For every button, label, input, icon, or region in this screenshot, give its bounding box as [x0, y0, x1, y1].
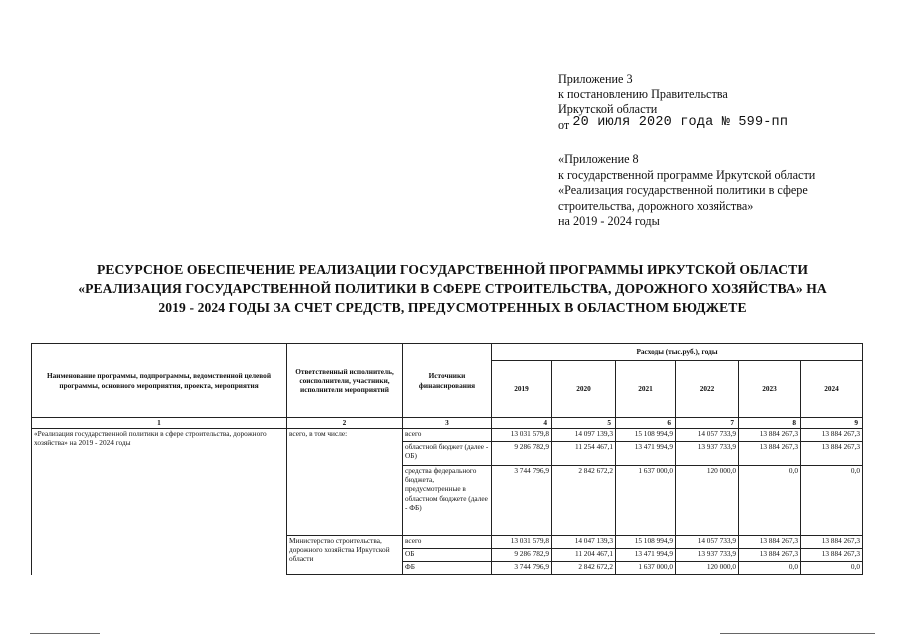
- header-year: 2022: [676, 361, 739, 418]
- column-index-row: [32, 418, 863, 429]
- value-cell: 13 884 267,3: [801, 536, 863, 549]
- value-cell: 0,0: [801, 466, 863, 536]
- column-index: 8: [739, 418, 801, 429]
- executor-cell: Министерство строительства, дорожного хозяйства Иркутской области: [287, 536, 403, 575]
- annex-8-line-3: «Реализация государственной политики в сфере: [558, 183, 808, 198]
- header-year: 2020: [552, 361, 616, 418]
- value-cell: 15 108 994,9: [616, 536, 676, 549]
- header-year: 2023: [739, 361, 801, 418]
- source-cell: ОБ: [403, 549, 492, 562]
- title-line-2: «РЕАЛИЗАЦИЯ ГОСУДАРСТВЕННОЙ ПОЛИТИКИ В СФЕРЕ СТРОИТЕЛЬСТВА, ДОРОЖНОГО ХОЗЯЙСТВА» НА: [78, 281, 827, 296]
- value-cell: 14 057 733,9: [676, 536, 739, 549]
- title-line-3: 2019 - 2024 ГОДЫ ЗА СЧЕТ СРЕДСТВ, ПРЕДУСМОТРЕННЫХ В ОБЛАСТНОМ БЮДЖЕТЕ: [158, 300, 747, 315]
- value-cell: 14 057 733,9: [676, 429, 739, 442]
- scan-edge-dash: [720, 633, 875, 634]
- value-cell: 120 000,0: [676, 562, 739, 575]
- value-cell: 1 637 000,0: [616, 562, 676, 575]
- header-year: 2024: [801, 361, 863, 418]
- column-index: 5: [552, 418, 616, 429]
- value-cell: 3 744 796,9: [492, 562, 552, 575]
- value-cell: 13 884 267,3: [801, 442, 863, 466]
- value-cell: 9 286 782,9: [492, 442, 552, 466]
- value-cell: 13 884 267,3: [739, 536, 801, 549]
- column-index: 3: [403, 418, 492, 429]
- source-cell: средства федерального бюджета, предусмотренные в областном бюджете (далее - ФБ): [403, 466, 492, 536]
- value-cell: 14 047 139,3: [552, 536, 616, 549]
- value-cell: 14 097 139,3: [552, 429, 616, 442]
- value-cell: 3 744 796,9: [492, 466, 552, 536]
- column-index: 9: [801, 418, 863, 429]
- scan-edge-dash: [30, 633, 100, 634]
- value-cell: 0,0: [801, 562, 863, 575]
- value-cell: 13 884 267,3: [739, 549, 801, 562]
- resource-table: [31, 343, 863, 575]
- program-name-cell: «Реализация государственной политики в сфере строительства, дорожного хозяйства» на 2019 - 2024 годы: [32, 429, 287, 575]
- value-cell: 2 842 672,2: [552, 466, 616, 536]
- column-index: 6: [616, 418, 676, 429]
- header-year: 2021: [616, 361, 676, 418]
- header-expenses: Расходы (тыс.руб.), годы: [492, 344, 863, 361]
- table-row: [32, 429, 863, 442]
- value-cell: 13 937 733,9: [676, 549, 739, 562]
- header-name: Наименование программы, подпрограммы, ведомственной целевой программы, основного мероприятия, проекта, мероприятия: [32, 344, 287, 418]
- source-cell: всего: [403, 536, 492, 549]
- annex-3-line-3: Иркутской области: [558, 102, 658, 117]
- column-index: 7: [676, 418, 739, 429]
- value-cell: 9 286 782,9: [492, 549, 552, 562]
- value-cell: 1 637 000,0: [616, 466, 676, 536]
- annex-8-line-5: на 2019 - 2024 годы: [558, 214, 660, 229]
- header-executor: Ответственный исполнитель, соисполнители, участники, исполнители мероприятий: [287, 344, 403, 418]
- annex-3-line-2: к постановлению Правительства: [558, 87, 728, 102]
- executor-cell: всего, в том числе:: [287, 429, 403, 536]
- source-cell: ФБ: [403, 562, 492, 575]
- document-title: [30, 260, 875, 317]
- header-source: Источники финансирования: [403, 344, 492, 418]
- column-index: 1: [32, 418, 287, 429]
- value-cell: 13 471 994,9: [616, 549, 676, 562]
- value-cell: 13 937 733,9: [676, 442, 739, 466]
- value-cell: 13 884 267,3: [739, 429, 801, 442]
- value-cell: 11 204 467,1: [552, 549, 616, 562]
- source-cell: областной бюджет (далее - ОБ): [403, 442, 492, 466]
- value-cell: 2 842 672,2: [552, 562, 616, 575]
- column-index: 2: [287, 418, 403, 429]
- header-row-1: [32, 344, 863, 361]
- value-cell: 0,0: [739, 466, 801, 536]
- title-line-1: РЕСУРСНОЕ ОБЕСПЕЧЕНИЕ РЕАЛИЗАЦИИ ГОСУДАРСТВЕННОЙ ПРОГРАММЫ ИРКУТСКОЙ ОБЛАСТИ: [96, 262, 808, 277]
- column-index: 4: [492, 418, 552, 429]
- annex-8-line-2: к государственной программе Иркутской области: [558, 167, 816, 182]
- annex-8-header: [558, 152, 815, 230]
- value-cell: 13 884 267,3: [801, 549, 863, 562]
- header-year: 2019: [492, 361, 552, 418]
- value-cell: 13 884 267,3: [739, 442, 801, 466]
- annex-3-line-1: Приложение 3: [558, 72, 633, 86]
- annex-8-line-1: «Приложение 8: [558, 152, 639, 166]
- source-cell: всего: [403, 429, 492, 442]
- value-cell: 120 000,0: [676, 466, 739, 536]
- value-cell: 13 031 579,8: [492, 536, 552, 549]
- value-cell: 11 254 467,1: [552, 442, 616, 466]
- value-cell: 13 884 267,3: [801, 429, 863, 442]
- value-cell: 15 108 994,9: [616, 429, 676, 442]
- annex-3-date-line: [558, 114, 789, 134]
- annex-3-from: от: [558, 117, 570, 132]
- resolution-date-number: 20 июля 2020 года № 599-пп: [572, 114, 789, 130]
- value-cell: 0,0: [739, 562, 801, 575]
- annex-3-header: [558, 72, 788, 134]
- value-cell: 13 471 994,9: [616, 442, 676, 466]
- annex-8-line-4: строительства, дорожного хозяйства»: [558, 198, 754, 213]
- value-cell: 13 031 579,8: [492, 429, 552, 442]
